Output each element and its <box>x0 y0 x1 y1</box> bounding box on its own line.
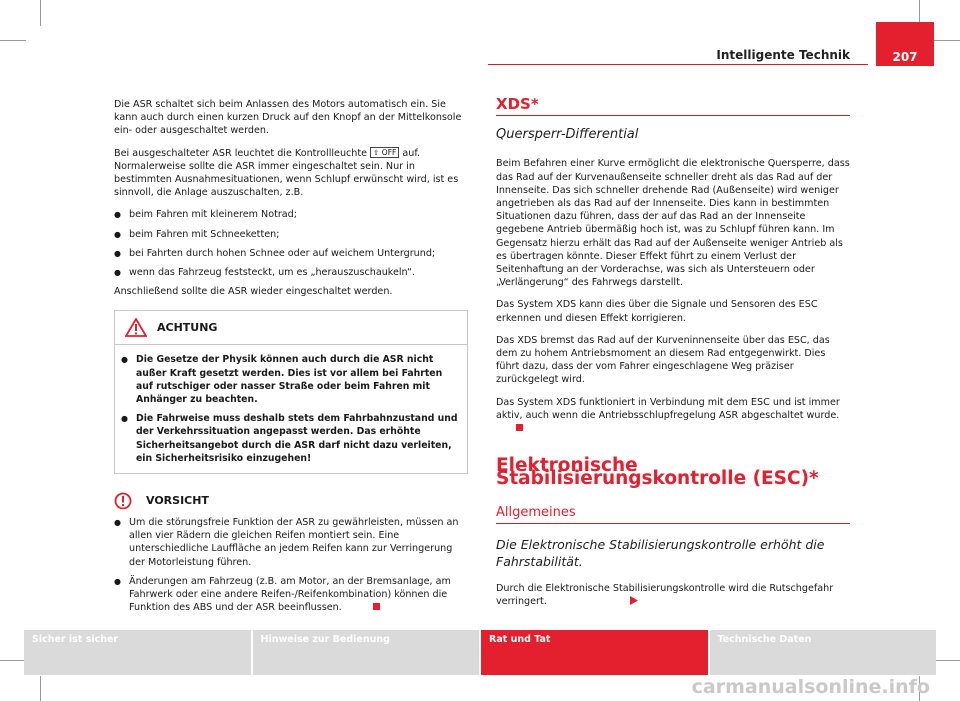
tab-hinweise-zur-bedienung[interactable]: Hinweise zur Bedienung <box>253 630 480 675</box>
warning-box-header <box>115 311 467 345</box>
caution-header <box>114 492 468 510</box>
caution-list <box>114 516 468 614</box>
paragraph <box>114 147 468 200</box>
caution-circle-icon <box>114 492 132 510</box>
list-item: ● Die Gesetze der Physik können auch durch die ASR nicht außer Kraft gesetzt werden. Dies ist vor allem bei Fahrten auf rutschiger oder nasser Straße oder beim Fahren mit Anhänger zu beachten. <box>121 353 461 406</box>
list-item: ● beim Fahren mit Schneeketten; <box>114 228 468 241</box>
subsection-title: Allgemeines <box>496 504 576 520</box>
paragraph <box>496 396 850 436</box>
watermark: carmanualsonline.info <box>691 676 930 698</box>
paragraph: Das XDS bremst das Rad auf der Kurveninnenseite über das ESC, das dem zu hohem Antriebsmoment an diesem Rad entgegenwirkt. Dies führt dazu, dass der vom Fahrer eingeschlagene Weg präziser zurückgelegt wird. <box>496 334 830 386</box>
section-subtitle: Quersperr-Differential <box>496 127 639 143</box>
subsection-subtitle: Die Elektronische Stabilisierungskontrolle erhöht die Fahrstabilität. <box>496 536 825 569</box>
tab-technische-daten[interactable]: Technische Daten <box>710 630 937 675</box>
crop-mark <box>934 660 960 661</box>
list-item: ● Die Fahrweise muss deshalb stets dem Fahrbahnzustand und der Verkehrssituation angepasst werden. Das erhöhte Sicherheitsangebot durch die ASR darf nicht dazu verleiten, ein Sicherheitsrisiko einzugehen! <box>121 412 461 465</box>
crop-mark <box>934 40 960 41</box>
crop-mark <box>40 676 41 701</box>
paragraph-text: auf. Normalerweise sollte die ASR immer eingeschaltet sein. Nur in bestimmten Ausnahmesituationen, wenn Schlupf erwünscht wird, ist es sinnvoll, die Anlage auszuschalten, z.B. <box>114 147 459 199</box>
list-item: ● wenn das Fahrzeug feststeckt, um es „herauszuschaukeln“. <box>114 266 468 279</box>
paragraph <box>496 582 850 608</box>
warning-box-body <box>115 345 467 473</box>
paragraph: Beim Befahren einer Kurve ermöglicht die elektronische Quersperre, dass das Rad auf der Kurvenaußenseite schneller dreht als das Rad auf der Innenseite. Das sich schneller drehende Rad (Außenseite) wird weniger angetrieben als das Rad auf der Innenseite. Dies kann in bestimmten Situationen dazu führen, dass der auf das Rad an der Innenseite gegebene Antrieb übermäßig hoch ist, was zu Schlupf führen kann. Im Gegensatz hierzu erhält das Rad auf der Außenseite weniger Antrieb als es übertragen könnte. Dieser Effekt führt zu einem Verlust der Seitenhaftung an der Vorderachse, was sich als Untersteuern oder „Verlängerung“ des Fahrwegs darstellt. <box>496 158 850 289</box>
section-title-xds: XDS* <box>496 95 539 113</box>
header-rule <box>488 64 868 65</box>
paragraph: Anschließend sollte die ASR wieder eingeschaltet werden. <box>114 286 393 298</box>
right-column <box>496 95 850 617</box>
chapter-tabs <box>24 630 936 675</box>
tab-rat-und-tat[interactable]: Rat und Tat <box>481 630 708 675</box>
paragraph-text: Bei ausgeschalteter ASR leuchtet die Kontrollleuchte <box>114 147 368 159</box>
paragraph: Die ASR schaltet sich beim Anlassen des Motors automatisch ein. Sie kann auch durch einen kurzen Druck auf den Knopf an der Mittelkonsole ein- oder ausgeschaltet werden. <box>114 99 462 137</box>
indicator-label: OFF <box>381 147 397 157</box>
list-item-text: Änderungen am Fahrzeug (z.B. am Motor, an der Bremsanlage, am Fahrwerk oder eine andere Reifen-/Reifenkombination) können die Funktion des ABS und der ASR beeinflussen. <box>129 575 451 614</box>
section-end-icon <box>516 424 523 431</box>
warning-list <box>121 353 461 465</box>
paragraph: Das System XDS kann dies über die Signale und Sensoren des ESC erkennen und diesen Effekt korrigieren. <box>496 299 818 324</box>
warning-box <box>114 310 468 474</box>
caution-title: VORSICHT <box>146 494 209 508</box>
tab-sicher-ist-sicher[interactable]: Sicher ist sicher <box>24 630 251 675</box>
page-number: 207 <box>876 22 934 66</box>
section-rule <box>496 115 850 116</box>
warning-title: ACHTUNG <box>157 321 218 335</box>
list-item: ● bei Fahrten durch hohen Schnee oder auf weichem Untergrund; <box>114 247 468 260</box>
continue-arrow-icon <box>630 596 638 605</box>
crop-mark <box>0 40 26 41</box>
list-item: ● Um die störungsfreie Funktion der ASR zu gewährleisten, müssen an allen vier Rädern die gleichen Reifen montiert sein. Eine unterschiedliche Lauffläche an jedem Reifen kann zur Verringerung der Motorleistung führen. <box>114 516 468 569</box>
bullet-list <box>114 208 468 279</box>
section-title-esc: Elektronische Stabilisierungskontrolle (ESC)* <box>496 455 819 490</box>
warning-triangle-icon <box>125 318 147 337</box>
list-item: ● beim Fahren mit kleinerem Notrad; <box>114 208 468 221</box>
crop-mark <box>0 660 26 661</box>
paragraph-text: Das System XDS funktioniert in Verbindung mit dem ESC und ist immer aktiv, auch wenn die Antriebsschlupfregelung ASR abgeschaltet wurde. <box>496 396 840 421</box>
header-title: Intelligente Technik <box>716 48 850 62</box>
left-column <box>114 98 468 620</box>
section-end-icon <box>373 603 380 610</box>
crop-mark <box>40 0 41 26</box>
section-rule <box>496 523 850 524</box>
asr-off-indicator-icon: ⇧ OFF <box>370 147 399 158</box>
list-item <box>114 575 468 615</box>
paragraph-text: Durch die Elektronische Stabilisierungskontrolle wird die Rutschgefahr verringert. <box>496 582 834 608</box>
